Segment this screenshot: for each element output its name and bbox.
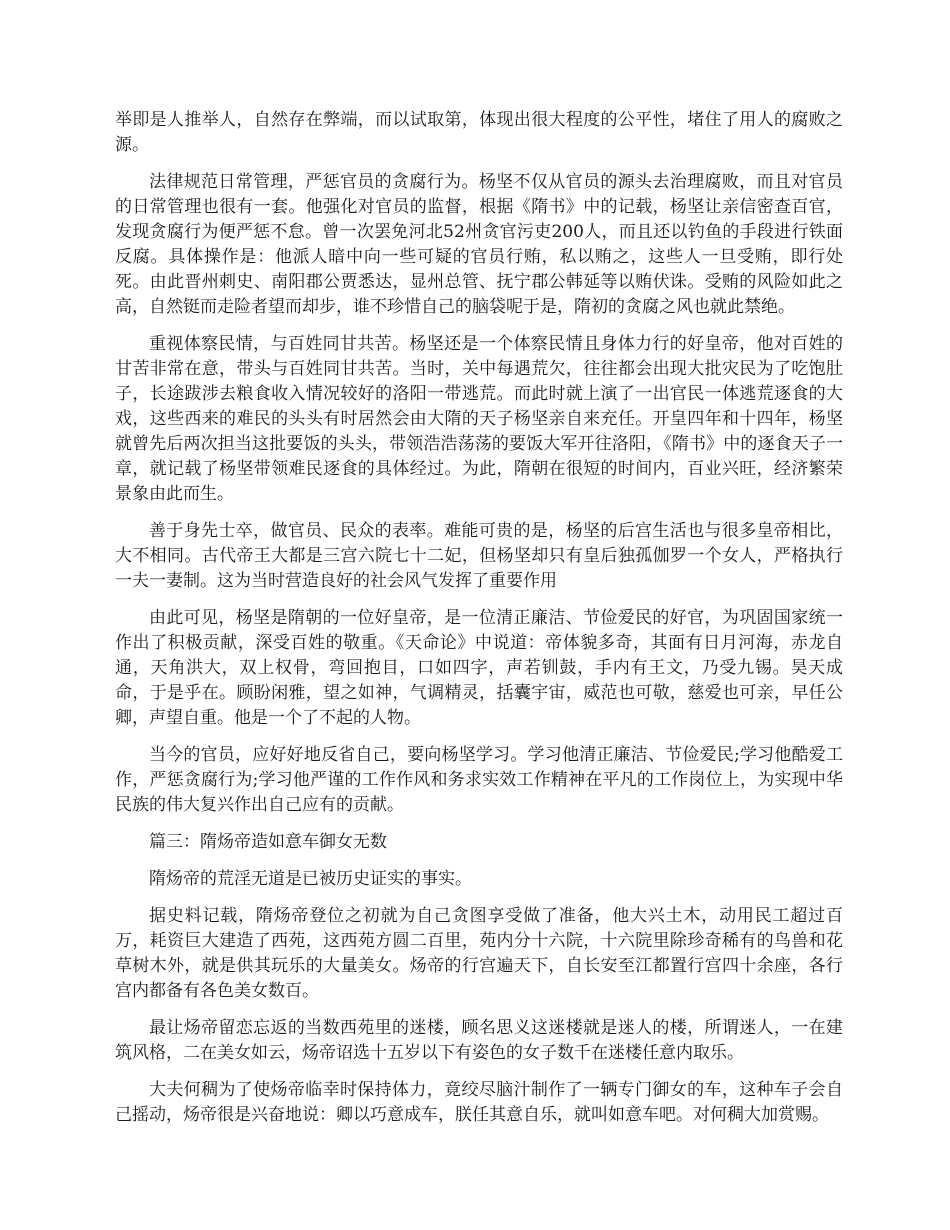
paragraph-modern-officials: 当今的官员，应好好地反省自己，要向杨坚学习。学习他清正廉洁、节俭爱民;学习他酷爱工作，严惩贪腐行为;学习他严谨的工作作风和务求实效工作精神在平凡的工作岗位上，为实现中华民族的伟大复兴作出自己应有的贡献。 — [115, 745, 843, 815]
paragraph-ruyi-carriage: 大夫何稠为了使炀帝临幸时保持体力，竟绞尽脑汁制作了一辆专门御女的车，这种车子会自己摇动，炀帝很是兴奋地说：卿以巧意成车，朕任其意自乐，就叫如意车吧。对何稠大加赏赐。 — [115, 1080, 843, 1125]
paragraph-legal-regulation: 法律规范日常管理，严惩官员的贪腐行为。杨坚不仅从官员的源头去治理腐败，而且对官员的日常管理也很有一套。他强化对官员的监督，根据《隋书》中的记载，杨坚让亲信密查百官，发现贪腐行为便严惩不怠。曾一次罢免河北52州贪官污吏200人，而且还以钓鱼的手段进行铁面反腐。具体操作是：他派人暗中向一些可疑的官员行贿，私以贿之，这些人一旦受贿，即行处死。由此晋州刺史、南阳郡公贾悉达，显州总管、抚宁郡公韩延等以贿伏诛。受贿的风险如此之高，自然铤而走险者望而却步，谁不珍惜自己的脑袋呢于是，隋初的贪腐之风也就此禁绝。 — [115, 172, 843, 317]
section-heading: 篇三：隋炀帝造如意车御女无数 — [149, 832, 387, 852]
paragraph-lead-by-example: 善于身先士卒，做官员、民众的表率。难能可贵的是，杨坚的后宫生活也与很多皇帝相比，大不相同。古代帝王大都是三宫六院七十二妃，但杨坚却只有皇后独孤伽罗一个女人，严格执行一夫一妻制。这为当时营造良好的社会风气发挥了重要作用 — [115, 521, 843, 591]
paragraph-people-welfare: 重视体察民情，与百姓同甘共苦。杨坚还是一个体察民情且身体力行的好皇帝，他对百姓的甘苦非常在意，带头与百姓同甘共苦。当时，关中每遇荒欠，往往都会出现大批灾民为了吃饱肚子，长途跋涉去粮食收入情况较好的洛阳一带逃荒。而此时就上演了一出官民一体逃荒逐食的大戏，这些西来的难民的头头有时居然会由大隋的天子杨坚亲自来充任。开皇四年和十四年，杨坚就曾先后两次担当这批要饭的头头，带领浩浩荡荡的要饭大军开往洛阳，《隋书》中的逐食天子一章，就记载了杨坚带领难民逐食的具体经过。为此，隋朝在很短的时间内，百业兴旺，经济繁荣景象由此而生。 — [115, 334, 843, 504]
paragraph-continuation: 举即是人推举人，自然存在弊端，而以试取第，体现出很大程度的公平性，堵住了用人的腐败之源。 — [115, 110, 843, 155]
paragraph-historical-records: 据史料记载，隋炀帝登位之初就为自己贪图享受做了准备，他大兴土木，动用民工超过百万，耗资巨大建造了西苑，这西苑方圆二百里，苑内分十六院，十六院里除珍奇稀有的鸟兽和花草树木外，就是供其玩乐的大量美女。炀帝的行宫遍天下，自长安至江都置行宫四十余座，各行宫内都备有各色美女数百。 — [115, 906, 843, 1001]
paragraph-mi-lou: 最让炀帝留恋忘返的当数西苑里的迷楼，顾名思义这迷楼就是迷人的楼，所谓迷人，一在建筑风格，二在美女如云，炀帝诏选十五岁以下有姿色的女子数千在迷楼任意内取乐。 — [115, 1018, 843, 1063]
document-body — [115, 108, 843, 1140]
paragraph-yang-emperor-intro: 隋炀帝的荒淫无道是已被历史证实的事实。 — [149, 869, 472, 889]
paragraph-conclusion: 由此可见，杨坚是隋朝的一位好皇帝，是一位清正廉洁、节俭爱民的好官，为巩固国家统一作出了积极贡献，深受百姓的敬重。《天命论》中说道：帝体貌多奇，其面有日月河海，赤龙自通，天角洪大，双上权骨，弯回抱目，口如四字，声若钏鼓，手内有王文，乃受九锡。昊天成命，于是乎在。顾盼闲雅，望之如神，气调精灵，括囊宇宙，威范也可敬，慈爱也可亲，早任公卿，声望自重。他是一个了不起的人物。 — [115, 608, 843, 728]
